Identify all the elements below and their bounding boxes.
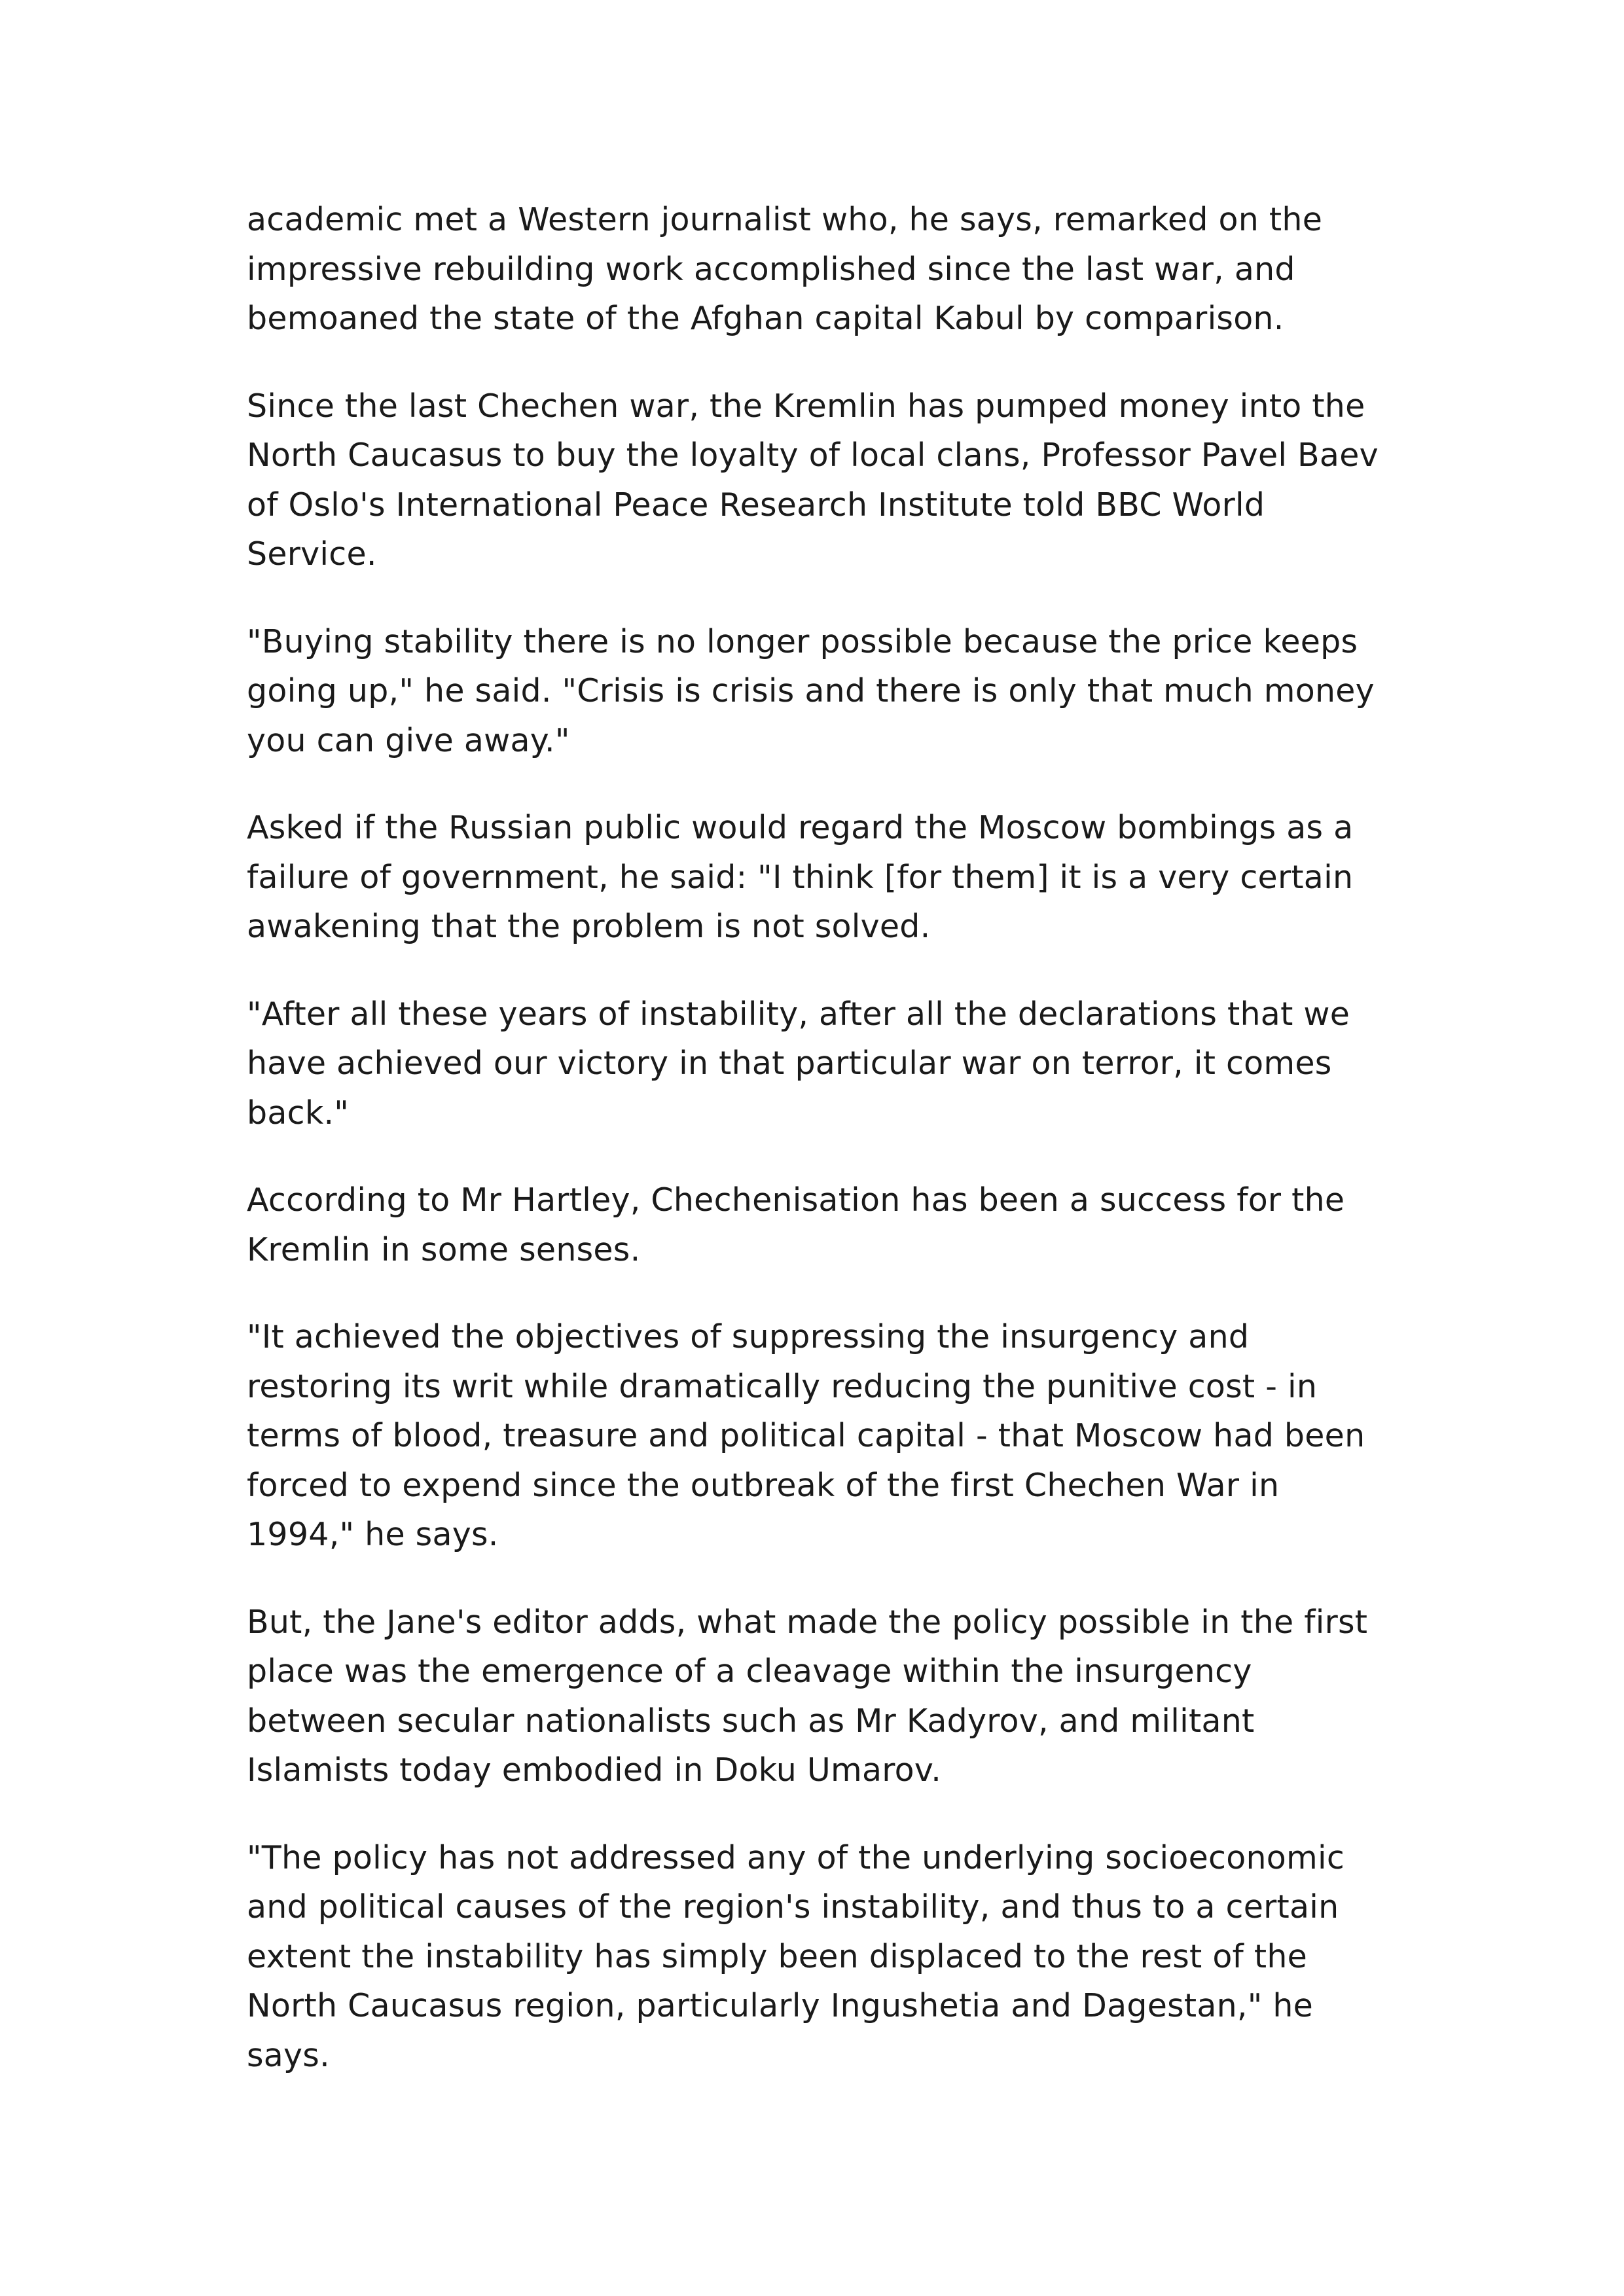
paragraph-9: "The policy has not addressed any of the underlying socioeconomic and political causes of the region's instability, and thus to a certain extent the instability has simply been displaced to the rest of the North Caucasus region, particularly Ingushetia and Dagestan," he says. xyxy=(247,1839,1345,2074)
article-body xyxy=(247,195,1396,2080)
paragraph-4: Asked if the Russian public would regard the Moscow bombings as a failure of government, he said: "I think [for them] it is a very certain awakening that the problem is not solved. xyxy=(247,809,1354,945)
paragraph-2: Since the last Chechen war, the Kremlin has pumped money into the North Caucasus to buy the loyalty of local clans, Professor Pavel Baev of Oslo's International Peace Research Institute told BBC World Service. xyxy=(247,387,1379,573)
paragraph-5: "After all these years of instability, after all the declarations that we have achieved our victory in that particular war on terror, it comes back." xyxy=(247,995,1350,1132)
paragraph-8: But, the Jane's editor adds, what made the policy possible in the first place was the emergence of a cleavage within the insurgency between secular nationalists such as Mr Kadyrov, and militant Islamists today embodied in Doku Umarov. xyxy=(247,1603,1368,1789)
paragraph-3: "Buying stability there is no longer possible because the price keeps going up," he said. "Crisis is crisis and there is only that much money you can give away." xyxy=(247,622,1375,759)
paragraph-7: "It achieved the objectives of suppressing the insurgency and restoring its writ while dramatically reducing the punitive cost - in terms of blood, treasure and political capital - that Moscow had been forced to expend since the outbreak of the first Chechen War in 1994," he says. xyxy=(247,1318,1365,1553)
paragraph-1: academic met a Western journalist who, he says, remarked on the impressive rebuilding work accomplished since the last war, and bemoaned the state of the Afghan capital Kabul by comparison. xyxy=(247,201,1323,337)
paragraph-6: According to Mr Hartley, Chechenisation has been a success for the Kremlin in some senses. xyxy=(247,1181,1345,1268)
